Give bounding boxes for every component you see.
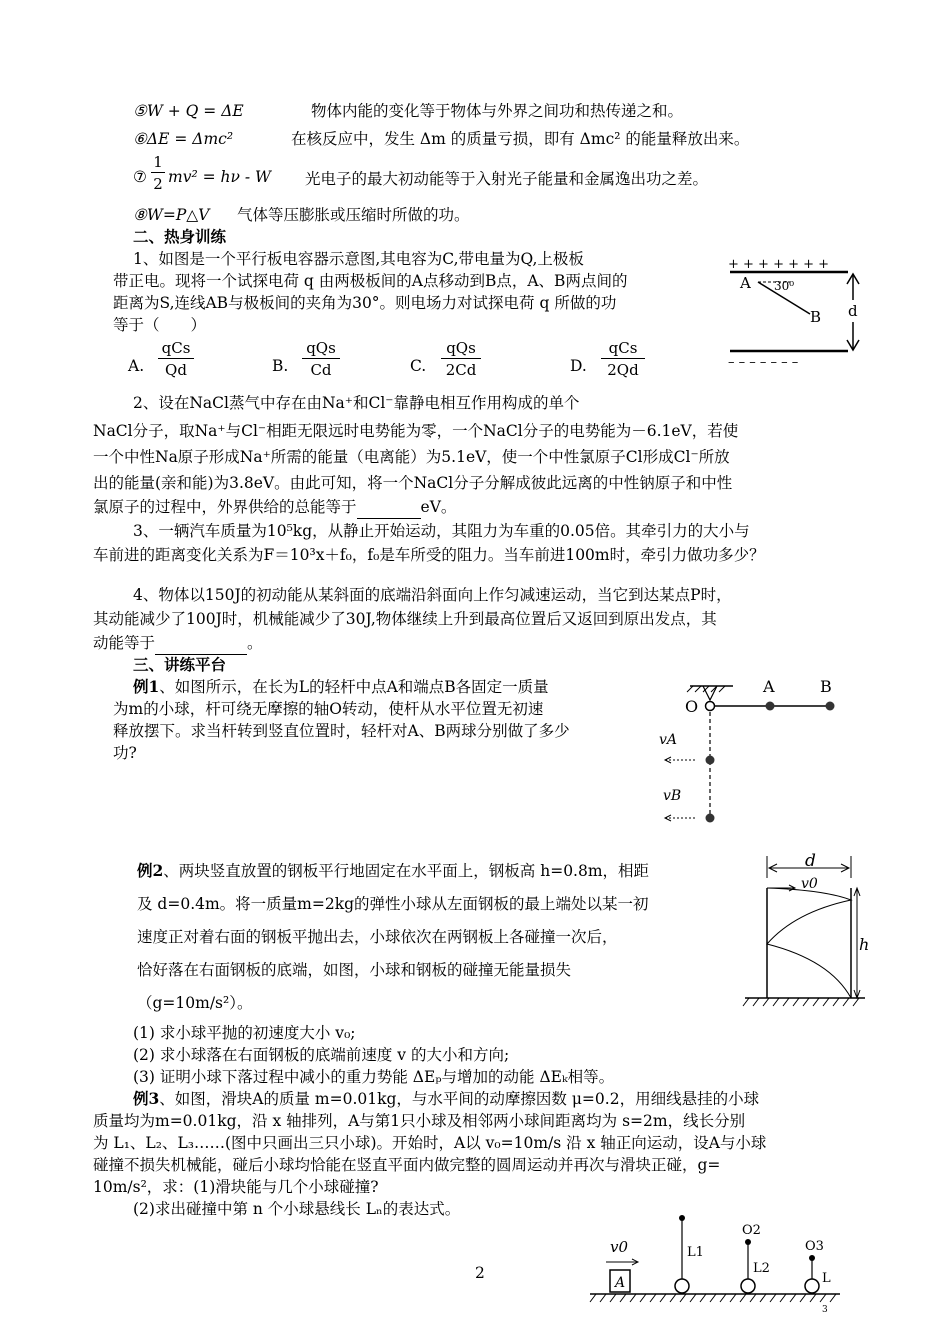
q1-option-b-den: Cd	[310, 361, 332, 379]
formula-7-rest: mv² = hν - W	[168, 168, 271, 186]
formula-7-prefix: ⑦	[133, 168, 147, 186]
l3-label: L	[822, 1271, 831, 1286]
q1-option-d-den: 2Qd	[607, 361, 639, 379]
l3-subscript: 3	[822, 1305, 828, 1315]
q4-line-1: 4、物体以150J的初动能从某斜面的底端沿斜面向上作匀减速运动，当它到达某点P时，	[133, 586, 732, 604]
ex2-line-5: （g=10m/s²）。	[137, 994, 253, 1012]
ex3-label: 例3	[133, 1089, 160, 1108]
angle-label: 30⁰	[774, 279, 795, 293]
q2-line-2: NaCl分子，取Na⁺与Cl⁻相距无限远时电势能为零，一个NaCl分子的电势能为－6.1eV，若使	[93, 422, 739, 440]
q1-option-a-fraction	[158, 338, 194, 381]
pivot-1	[679, 1215, 685, 1221]
va-label: vA	[659, 732, 678, 748]
hatch-5	[719, 686, 725, 692]
o-label: O	[685, 697, 699, 716]
d-label: d	[805, 851, 816, 871]
q1-line-1: 1、如图是一个平行板电容器示意图,其电容为C,带电量为Q,上极板	[133, 250, 584, 268]
ball-3	[805, 1279, 819, 1293]
ex1-label: 例1	[133, 677, 160, 696]
q1-option-a-den: Qd	[165, 361, 187, 379]
q1-option-c-num: qQs	[441, 338, 481, 359]
ex2-label: 例2	[137, 861, 164, 880]
formula-6-label: ⑥ΔE = Δmc²	[133, 130, 234, 148]
ball-b-horizontal	[826, 702, 835, 711]
formula-5-desc: 物体内能的变化等于物体与外界之间功和热传递之和。	[311, 102, 684, 120]
ex1-line-1	[133, 676, 549, 698]
formula-7-desc: 光电子的最大初动能等于入射光子能量和金属逸出功之差。	[305, 170, 709, 188]
section-3-title: 三、讲练平台	[133, 655, 227, 674]
pendulum-figure	[590, 1196, 850, 1336]
q4-end: 。	[247, 634, 263, 652]
q1-line-3: 距离为S,连线AB与极板间的夹角为30°。则电场力对试探电荷 q 所做的功	[113, 294, 617, 312]
ball-2	[741, 1279, 755, 1293]
q4-line-3-text: 动能等于	[93, 634, 156, 652]
q1-option-c-letter: C.	[410, 357, 427, 375]
q1-option-a-letter: A.	[128, 357, 145, 375]
q2-line-3: 一个中性Na原子形成Na⁺所需的能量（电离能）为5.1eV，使一个中性氯原子Cl形成Cl⁻所放	[93, 448, 730, 466]
ex2-part-2: (2) 求小球落在右面钢板的底端前速度 v 的大小和方向;	[133, 1046, 510, 1064]
q4-line-3	[93, 632, 263, 655]
ex3-line-1	[133, 1088, 759, 1110]
q3-line-2: 车前进的距离变化关系为F＝10³x＋f₀，f₀是车所受的阻力。当车前进100m时，牵引力做功多少？	[93, 546, 765, 564]
a-label: A	[763, 677, 775, 696]
v0-label: v0	[801, 876, 818, 892]
q2-line-1: 2、设在NaCl蒸气中存在由Na⁺和Cl⁻靠静电相互作用构成的单个	[133, 394, 580, 412]
plus-signs: + + + + + + +	[728, 257, 830, 272]
ex2-part-1: (1) 求小球平抛的初速度大小 v₀;	[133, 1024, 356, 1042]
minus-signs: – – – – – – –	[728, 355, 799, 370]
q1-option-d-fraction	[601, 338, 645, 381]
o2-label: O2	[742, 1223, 761, 1238]
ex3-line-3: 为 L₁、L₂、L₃……(图中只画出三只小球)。开始时，A以 v₀=10m/s 沿 x 轴正向运动，设A与小球	[93, 1134, 767, 1152]
ex2-line-1	[137, 860, 649, 882]
pivot-o	[706, 702, 715, 711]
hatch-2	[695, 686, 701, 692]
steel-plates-figure	[745, 851, 870, 1012]
o3-label: O3	[805, 1239, 824, 1254]
l1-label: L1	[687, 1245, 704, 1260]
point-b-label: B	[810, 308, 822, 326]
vb-label: vB	[663, 788, 682, 804]
formula-8-desc: 气体等压膨胀或压缩时所做的功。	[237, 206, 470, 224]
q2-answer-blank[interactable]	[357, 496, 421, 519]
q1-option-d-letter: D.	[570, 357, 587, 375]
ball-b-vertical	[706, 814, 715, 823]
floor-hatch	[590, 1294, 836, 1302]
ex1-line-3: 释放摆下。求当杆转到竖直位置时，轻杆对A、B两球分别做了多少	[113, 722, 570, 740]
q2-line-5-text: 氯原子的过程中，外界供给的总能等于	[93, 498, 357, 516]
ex2-line-3: 速度正对着右面的钢板平抛出去，小球依次在两钢板上各碰撞一次后，	[137, 928, 618, 946]
ex2-part-3: (3) 证明小球下落过程中减小的重力势能 ΔEₚ与增加的动能 ΔEₖ相等。	[133, 1068, 615, 1086]
q4-answer-blank[interactable]	[155, 632, 247, 655]
hatch-1	[687, 686, 693, 692]
formula-6-desc: 在核反应中，发生 Δm 的质量亏损，即有 Δmc² 的能量释放出来。	[291, 130, 750, 148]
rod-figure	[655, 672, 865, 832]
ground-hatch	[743, 998, 859, 1006]
q1-option-c-fraction	[441, 338, 481, 381]
ex1-line-1-text: 、如图所示，在长为L的轻杆中点A和端点B各固定一质量	[159, 678, 549, 696]
formula-5	[133, 100, 683, 122]
ex2-line-1-text: 、两块竖直放置的钢板平行地固定在水平面上，钢板高 h=0.8m，相距	[163, 862, 650, 880]
q1-option-a-num: qCs	[158, 338, 194, 359]
formula-7-num: 1	[151, 152, 165, 173]
pivot-3	[809, 1255, 815, 1261]
l2-label: L2	[753, 1261, 770, 1276]
formula-8	[133, 204, 470, 226]
ball-a-vertical	[706, 756, 715, 765]
q1-line-2: 带正电。现将一个试探电荷 q 由两极板间的A点移动到B点，A、B两点间的	[113, 272, 628, 290]
q2-unit: eV。	[420, 498, 457, 516]
q1-option-c-den: 2Cd	[445, 361, 477, 379]
ball-a-horizontal	[766, 702, 775, 711]
block-a-label: A	[615, 1275, 626, 1291]
q1-option-b-num: qQs	[302, 338, 340, 359]
q3-line-1: 3、一辆汽车质量为10⁵kg，从静止开始运动，其阻力为车重的0.05倍。其牵引力的大小与	[133, 522, 750, 540]
formula-7-den: 2	[153, 175, 163, 193]
q1-option-d-num: qCs	[601, 338, 645, 359]
ex2-line-4: 恰好落在右面钢板的底端，如图，小球和钢板的碰撞无能量损失	[137, 961, 572, 979]
d-label: d	[848, 302, 858, 320]
q1-line-4: 等于（ ）	[113, 316, 207, 334]
page-number: 2	[475, 1264, 485, 1282]
ex3-line-1-text: 、如图，滑块A的质量 m=0.01kg，与水平间的动摩擦因数 μ=0.2，用细线悬挂的小球	[159, 1090, 760, 1108]
q2-line-4: 出的能量(亲和能)为3.8eV。由此可知，将一个NaCl分子分解成彼此远离的中性钠原子和中性	[93, 474, 733, 492]
ex1-line-2: 为m的小球，杆可绕无摩擦的轴O转动，使杆从水平位置无初速	[113, 700, 544, 718]
b-label: B	[820, 677, 832, 696]
pivot-2	[745, 1239, 751, 1245]
formula-5-label: ⑤W + Q = ΔE	[133, 102, 244, 120]
q2-line-5	[93, 496, 456, 519]
formula-7-fraction	[151, 152, 165, 195]
ball-trajectory	[767, 888, 851, 998]
q4-line-2: 其动能减少了100J时，机械能减少了30J,物体继续上升到最高位置后又返回到原出发点，其	[93, 610, 717, 628]
section-2-title: 二、热身训练	[133, 227, 227, 246]
q1-option-b-fraction	[302, 338, 340, 381]
ex3-line-4: 碰撞不损失机械能，碰后小球均恰能在竖直平面内做完整的圆周运动并再次与滑块正碰，g=	[93, 1156, 721, 1174]
formula-6	[133, 128, 749, 150]
ex3-line-5: 10m/s²，求：(1)滑块能与几个小球碰撞?	[93, 1178, 379, 1196]
formula-8-label: ⑧W=P△V	[133, 206, 210, 224]
ex3-line-2: 质量均为m=0.01kg，沿 x 轴排列，A与第1只小球及相邻两小球间距离均为 s=2m，线长分别	[93, 1112, 746, 1130]
ball-1	[675, 1279, 689, 1293]
capacitor-figure	[718, 256, 868, 368]
q1-option-b-letter: B.	[272, 357, 289, 375]
h-label: h	[859, 935, 870, 954]
ex3-part-2: (2)求出碰撞中第 n 个小球悬线长 Lₙ的表达式。	[133, 1200, 461, 1218]
ex2-line-2: 及 d=0.4m。将一质量m=2kg的弹性小球从左面钢板的最上端处以某一初	[137, 895, 649, 913]
point-a-label: A	[740, 274, 751, 292]
ex1-line-4: 功?	[113, 744, 137, 762]
v0-label: v0	[610, 1238, 629, 1256]
